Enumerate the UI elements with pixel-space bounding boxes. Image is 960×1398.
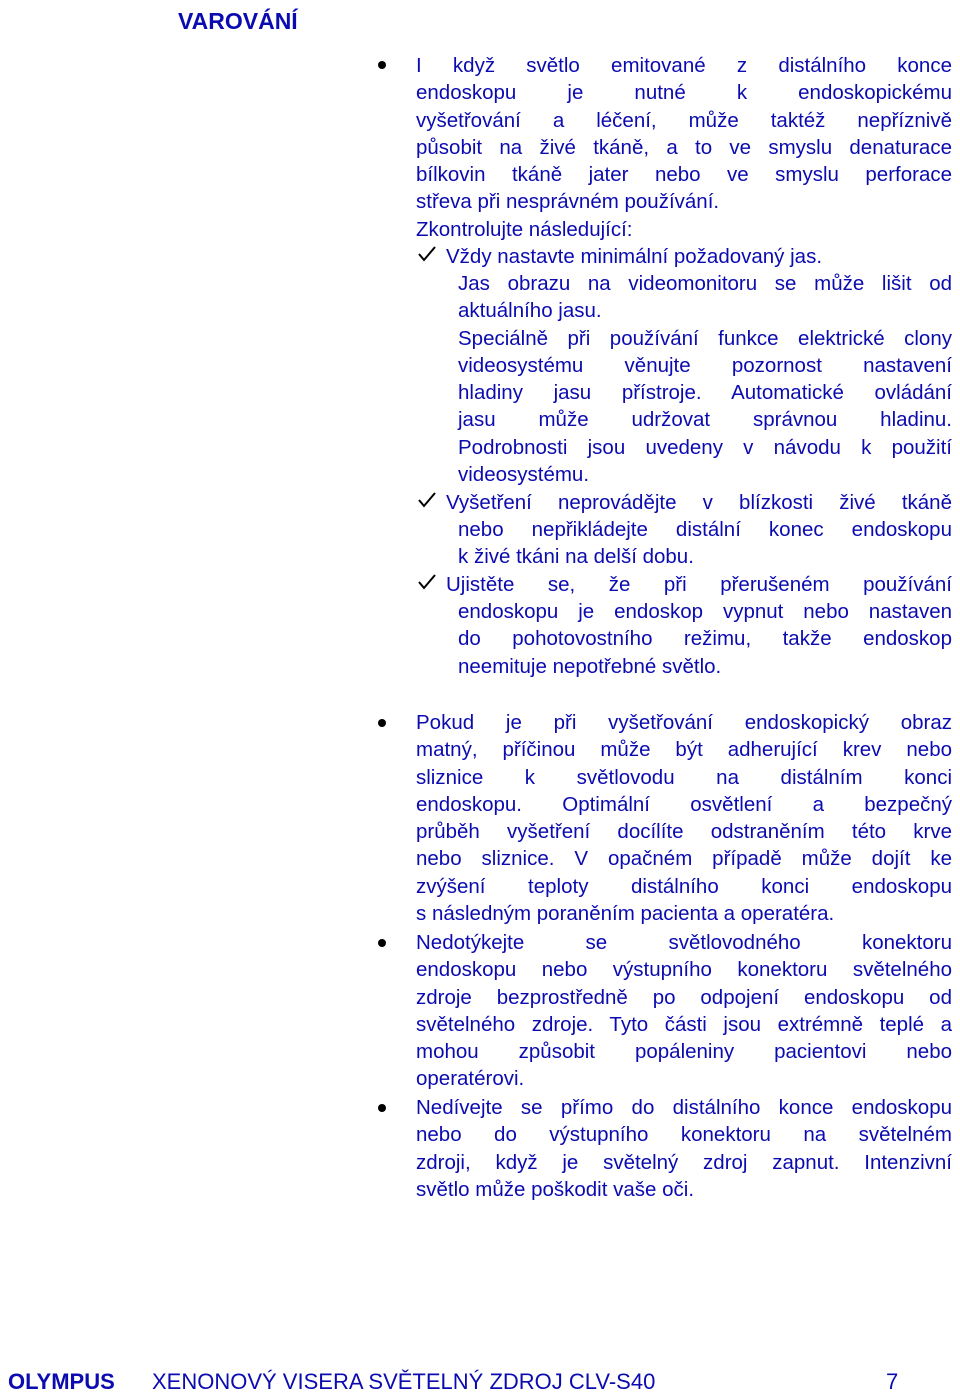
text-line: působit na živé tkáně, a to ve smyslu denaturace <box>416 135 952 159</box>
text-line: videosystému. <box>458 463 590 487</box>
text-line: aktuálního jasu. <box>458 299 602 323</box>
text-line: do pohotovostního režimu, takže endoskop <box>458 627 952 651</box>
checkmark-icon <box>416 571 438 593</box>
text-line: světelného zdroje. Tyto části jsou extrémně teplé a <box>416 1012 952 1036</box>
text-line: Vždy nastavte minimální požadovaný jas. <box>446 245 823 268</box>
text-line: bílkovin tkáně jater nebo ve smyslu perforace <box>416 163 952 187</box>
text-line: zdroji, když je světelný zdroj zapnut. Intenzivní <box>416 1150 952 1174</box>
text-line: zvýšení teploty distálního konci endoskopu <box>416 874 952 898</box>
footer-product-name: XENONOVÝ VISERA SVĚTELNÝ ZDROJ CLV-S40 <box>152 1369 656 1394</box>
check-item-2-first <box>446 489 952 516</box>
text-line: střeva při nesprávném používání. <box>416 190 720 214</box>
check-item-3-body <box>458 598 952 680</box>
text-line: vyšetřování a léčení, může taktéž nepříznivě <box>416 108 952 132</box>
text-line: mohou způsobit popáleniny pacientovi nebo <box>416 1040 952 1064</box>
bullet-dot-1 <box>378 61 386 69</box>
text-line: endoskopu je endoskop vypnut nebo nastaven <box>458 600 952 623</box>
text-line: Nedívejte se přímo do distálního konce endoskopu <box>416 1096 952 1119</box>
text-line: matný, příčinou může být adherující krev nebo <box>416 738 952 762</box>
text-line: Podrobnosti jsou uvedeny v návodu k použití <box>458 435 952 459</box>
text-line: Speciálně při používání funkce elektrické clony <box>458 326 952 350</box>
bullet-dot-3 <box>378 939 386 947</box>
checkmark-icon <box>416 243 438 265</box>
warning-paragraph-1 <box>416 52 952 243</box>
warning-heading: VAROVÁNÍ <box>178 8 298 34</box>
text-line: Pokud je při vyšetřování endoskopický obraz <box>416 711 952 734</box>
text-line: jasu může udržovat správnou hladinu. <box>458 408 952 432</box>
footer-brand: OLYMPUS <box>8 1369 115 1394</box>
bullet-dot-2 <box>378 719 386 727</box>
text-line: endoskopu. Optimální osvětlení a bezpečný <box>416 792 952 816</box>
text-line: nebo sliznice. V opačném případě může dojít ke <box>416 847 952 871</box>
text-line: s následným poraněním pacienta a operatéra. <box>416 902 835 926</box>
text-line: Nedotýkejte se světlovodného konektoru <box>416 931 952 954</box>
text-line: Jas obrazu na videomonitoru se může lišit od <box>458 272 952 295</box>
text-line: operatérovi. <box>416 1067 525 1091</box>
text-line: k živé tkáni na delší dobu. <box>458 545 694 569</box>
text-line: Vyšetření neprovádějte v blízkosti živé tkáně <box>446 491 952 514</box>
text-line: I když světlo emitované z distálního konce <box>416 54 952 77</box>
text-line: Ujistěte se, že při přerušeném používání <box>446 573 952 596</box>
text-line: hladiny jasu přístroje. Automatické ovládání <box>458 381 952 405</box>
text-line: světlo může poškodit vaše oči. <box>416 1177 695 1201</box>
footer-page-number: 7 <box>886 1369 899 1394</box>
bullet-dot-4 <box>378 1104 386 1112</box>
warning-paragraph-3 <box>416 929 952 1093</box>
text-line: neemituje nepotřebné světlo. <box>458 654 722 678</box>
warning-paragraph-2 <box>416 709 952 927</box>
text-line: endoskopu nebo výstupního konektoru světelného <box>416 958 952 982</box>
text-line: nebo do výstupního konektoru na světelném <box>416 1123 952 1147</box>
text-line: endoskopu je nutné k endoskopickému <box>416 81 952 105</box>
warning-paragraph-4 <box>416 1094 952 1203</box>
checkmark-icon <box>416 489 438 511</box>
text-line: videosystému věnujte pozornost nastavení <box>458 353 952 377</box>
text-line: sliznice k světlovodu na distálním konci <box>416 765 952 789</box>
check-item-1-first <box>446 243 952 270</box>
text-line: zdroje bezprostředně po odpojení endoskopu od <box>416 985 952 1009</box>
check-item-1-body <box>458 270 952 488</box>
check-item-2-body <box>458 516 952 571</box>
page-footer <box>0 1369 960 1395</box>
text-line: průběh vyšetření docílíte odstraněním této krve <box>416 820 952 844</box>
check-item-3-first <box>446 571 952 598</box>
text-line: nebo nepřikládejte distální konec endoskopu <box>458 518 952 541</box>
check-intro: Zkontrolujte následující: <box>416 217 633 241</box>
